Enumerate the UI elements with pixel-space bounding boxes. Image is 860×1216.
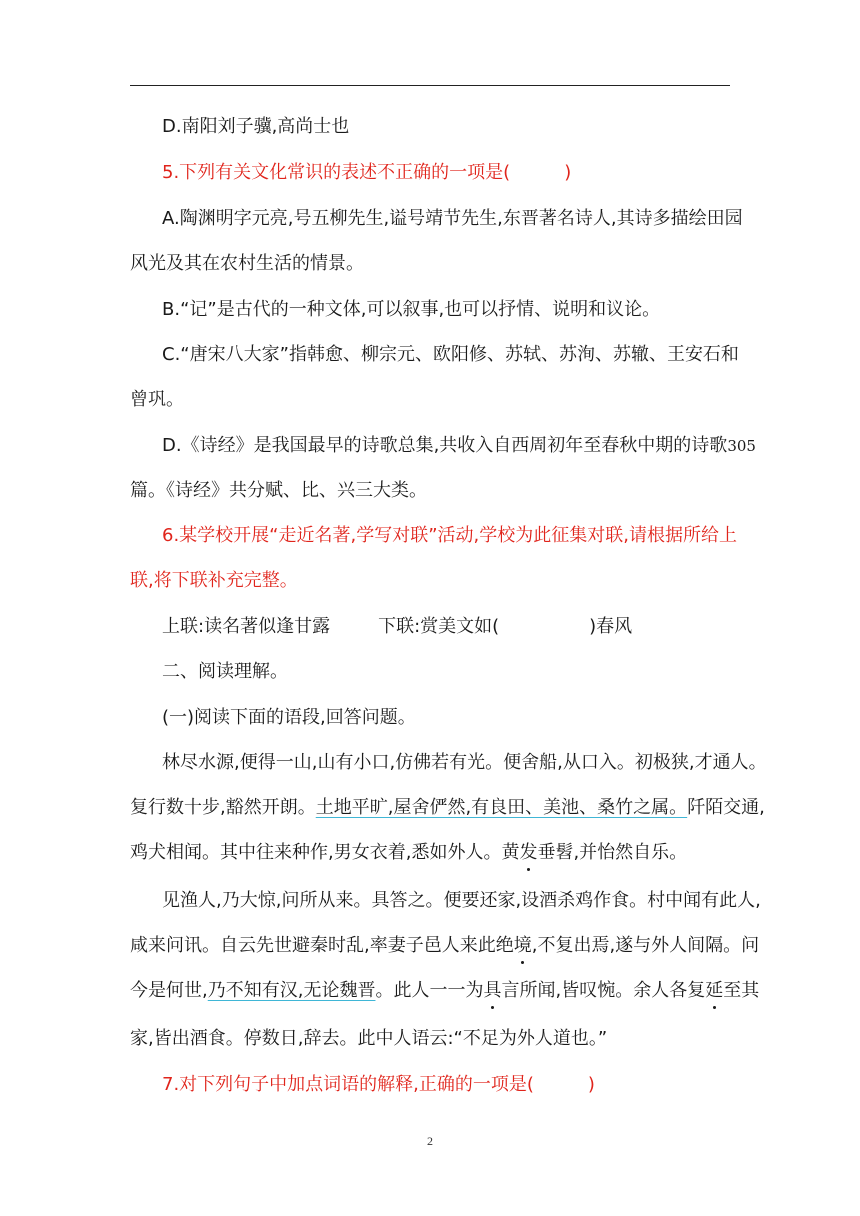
passage-text: ,不复出焉,遂与外人间隔。问 (531, 935, 760, 956)
passage-text: 阡陌交通, (687, 797, 765, 818)
dotted-char: 延 (705, 980, 724, 1001)
passage-p2-line4: 家,皆出酒食。停数日,辞去。此中人语云:“不足为外人道也。” (130, 1028, 608, 1049)
option-d-q4: D.南阳刘子骥,高尚士也 (162, 116, 350, 137)
q5-option-d-line1 (162, 434, 756, 458)
passage-text: 垂髫,并怡然自乐。 (537, 842, 688, 863)
couplet-lower: 下联:赏美文如( )春风 (378, 616, 633, 637)
q5-option-d-line2: 篇。《诗经》共分赋、比、兴三大类。 (130, 480, 427, 501)
passage-text: 鸡犬相闻。其中往来种作,男女衣着,悉如外人。黄 (130, 842, 520, 863)
passage-text: 咸来问讯。自云先世避秦时乱,率妻子邑人来此绝 (130, 935, 514, 956)
q5-option-c-line2: 曾巩。 (130, 389, 184, 410)
underlined-phrase: 乃不知有汉,无论魏晋 (207, 980, 376, 1001)
passage-p2-line2 (130, 934, 760, 958)
dotted-char: 境 (513, 935, 532, 956)
subsection-1-heading: (一)阅读下面的语段,回答问题。 (162, 707, 416, 728)
passage-p2-line3 (130, 979, 760, 1003)
q5-option-b: B.“记”是古代的一种文体,可以叙事,也可以抒情、说明和议论。 (162, 299, 661, 320)
section-2-heading: 二、阅读理解。 (162, 661, 288, 682)
header-rule (130, 85, 730, 86)
q5-option-d-number: 305 (727, 437, 756, 455)
q5-option-a-line1: A.陶渊明字元亮,号五柳先生,谥号靖节先生,东晋著名诗人,其诗多描绘田园 (162, 208, 743, 229)
couplet-row (162, 615, 735, 639)
question-6-line2: 联,将下联补充完整。 (130, 570, 298, 591)
passage-text: 至其 (723, 980, 760, 1001)
passage-p1-line1: 林尽水源,便得一山,山有小口,仿佛若有光。便舍船,从口入。初极狭,才通人。 (162, 752, 767, 773)
passage-text: 今是何世, (130, 980, 208, 1001)
underlined-phrase: 土地平旷,屋舍俨然,有良田、美池、桑竹之属。 (315, 797, 688, 818)
passage-p1-line3 (130, 841, 735, 865)
dotted-char: 具 (483, 980, 502, 1001)
passage-text: 言所闻,皆叹惋。余人各复 (501, 980, 706, 1001)
passage-p2-line1: 见渔人,乃大惊,问所从来。具答之。便要还家,设酒杀鸡作食。村中闻有此人, (162, 890, 761, 911)
passage-text: 。此人一一为 (375, 980, 484, 1001)
question-7: 7.对下列句子中加点词语的解释,正确的一项是( ) (162, 1074, 595, 1095)
q5-option-c-line1: C.“唐宋八大家”指韩愈、柳宗元、欧阳修、苏轼、苏洵、苏辙、王安石和 (162, 344, 739, 365)
dotted-char: 发 (519, 842, 538, 863)
question-5: 5.下列有关文化常识的表述不正确的一项是( ) (162, 162, 572, 183)
page-number: 2 (427, 1134, 433, 1148)
passage-p1-line2 (130, 796, 765, 820)
q5-option-a-line2: 风光及其在农村生活的情景。 (130, 253, 364, 274)
q5-option-d-text: D.《诗经》是我国最早的诗歌总集,共收入自西周初年至春秋中期的诗歌 (162, 435, 728, 456)
passage-text: 复行数十步,豁然开朗。 (130, 797, 316, 818)
question-6-line1: 6.某学校开展“走近名著,学写对联”活动,学校为此征集对联,请根据所给上 (162, 525, 737, 546)
couplet-upper: 上联:读名著似逢甘露 (162, 616, 331, 637)
